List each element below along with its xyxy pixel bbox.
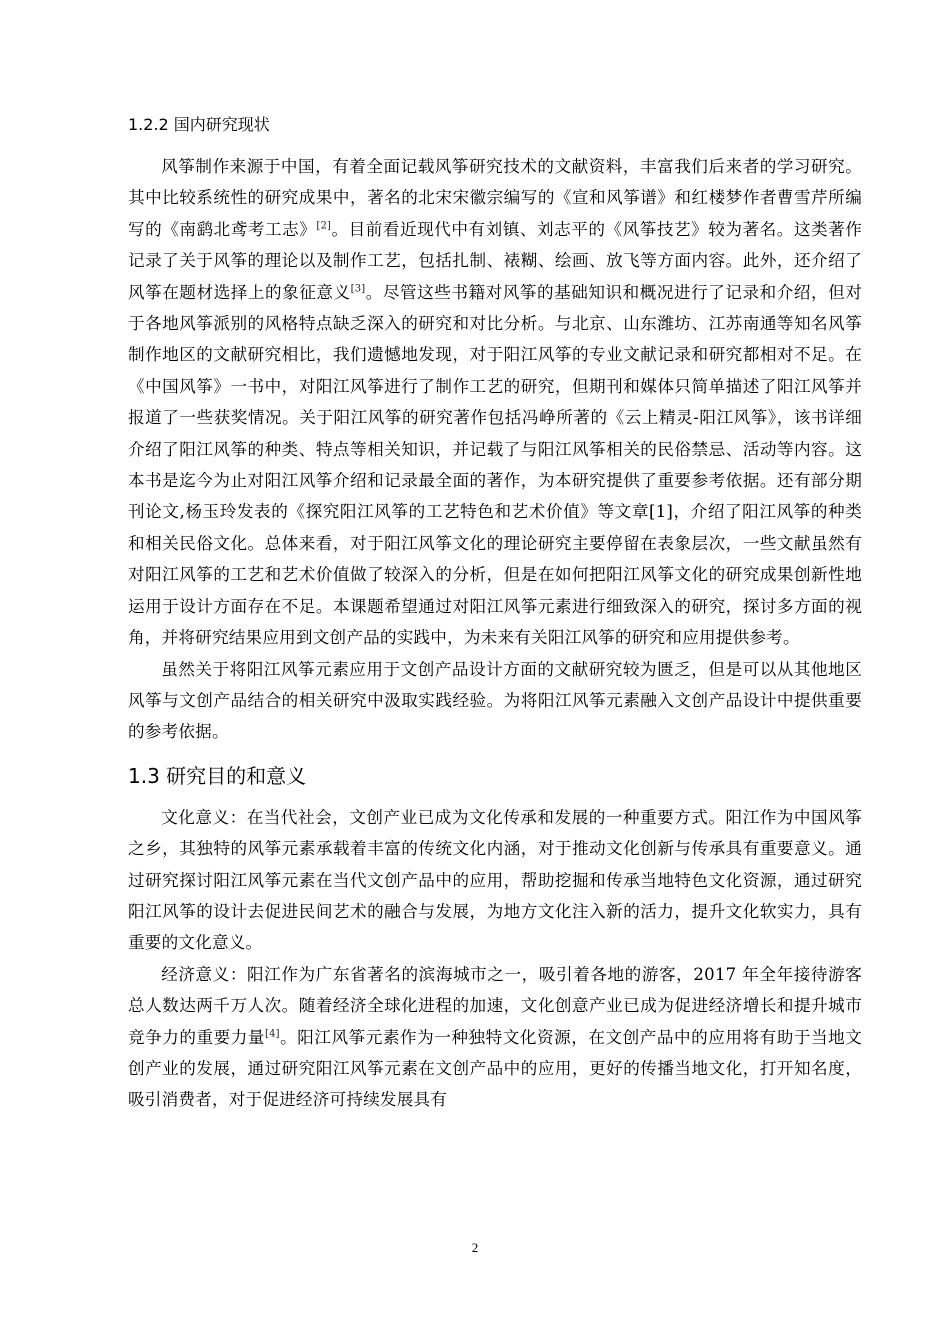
page-content [128,113,862,1116]
paragraph-cultural-significance: 文化意义：在当代社会，文创产业已成为文化传承和发展的一种重要方式。阳江作为中国风筝之乡，其独特的风筝元素承载着丰富的传统文化内涵，对于推动文化创新与传承具有重要意义。通过研究探讨阳江风筝元素在当代文创产品中的应用，帮助挖掘和传承当地特色文化资源，通过研究阳江风筝的设计去促进民间艺术的融合与发展，为地方文化注入新的活力，提升文化软实力，具有重要的文化意义。 [128,807,862,953]
paragraph-text: 风筝制作来源于中国，有着全面记载风筝研究技术的文献资料，丰富我们后来者的学习研究。其中比较系统性的研究成果中，著名的北宋宋徽宗编写的《宣和风筝谱》和红楼梦作者曹雪芹所编写的《南鹞北鸢考工志》 [128,157,862,239]
citation-2: [2] [316,220,332,232]
paragraph-economic-significance [128,959,862,1116]
paragraph-text: 。目前看近现代中有刘镇、刘志平的《风筝技艺》较为著名。这类著作记录了关于风筝的理论以及制作工艺，包括扎制、裱糊、绘画、放飞等方面内容。此外，还介绍了风筝在题材选择上的象征意义 [128,219,862,302]
page-number: 2 [471,1240,479,1255]
citation-4: [4] [265,1028,280,1040]
paragraph-text: 。阳江风筝元素作为一种独特文化资源，在文创产品中的应用将有助于当地文创产业的发展，通过研究阳江风筝元素在文创产品中的应用，更好的传播当地文化，打开知名度，吸引消费者，对于促进经济可持续发展具有 [128,1027,862,1110]
section-heading-1-2-2: 1.2.2 国内研究现状 [128,115,270,134]
paragraph-domestic-research [128,151,862,654]
paragraph-reference-basis: 虽然关于将阳江风筝元素应用于文创产品设计方面的文献研究较为匮乏，但是可以从其他地区风筝与文创产品结合的相关研究中汲取实践经验。为将阳江风筝元素融入文创产品设计中提供重要的参考依据。 [128,659,862,742]
section-heading-1-3: 1.3 研究目的和意义 [128,763,307,788]
paragraph-text: 。尽管这些书籍对风筝的基础知识和概况进行了记录和介绍，但对于各地风筝派别的风格特点缺乏深入的研究和对比分析。与北京、山东潍坊、江苏南通等知名风筝制作地区的文献研究相比，我们遗憾地发现，对于阳江风筝的专业文献记录和研究都相对不足。在《中国风筝》一书中，对阳江风筝进行了制作工艺的研究，但期刊和媒体只简单描述了阳江风筝并报道了一些获奖情况。关于阳江风筝的研究著作包括冯峥所著的《云上精灵-阳江风筝》，该书详细介绍了阳江风筝的种类、特点等相关知识，并记载了与阳江风筝相关的民俗禁忌、活动等内容。这本书是迄今为止对阳江风筝介绍和记录最全面的著作，为本研究提供了重要参考依据。还有部分期刊论文,杨玉玲发表的《探究阳江风筝的工艺特色和艺术价值》等文章[1]，介绍了阳江风筝的种类和相关民俗文化。总体来看，对于阳江风筝文化的理论研究主要停留在表象层次，一些文献虽然有对阳江风筝的工艺和艺术价值做了较深入的分析，但是在如何把阳江风筝文化的研究成果创新性地运用于设计方面存在不足。本课题希望通过对阳江风筝元素进行细致深入的研究，探讨多方面的视角，并将研究结果应用到文创产品的实践中，为未来有关阳江风筝的研究和应用提供参考。 [128,282,862,648]
paragraph-text: 经济意义：阳江作为广东省著名的滨海城市之一，吸引着各地的游客，2017 年全年接待游客总人数达两千万人次。随着经济全球化进程的加速，文化创意产业已成为促进经济增长和提升城市竞争力的重要力量 [128,964,862,1047]
citation-3: [3] [350,283,366,295]
